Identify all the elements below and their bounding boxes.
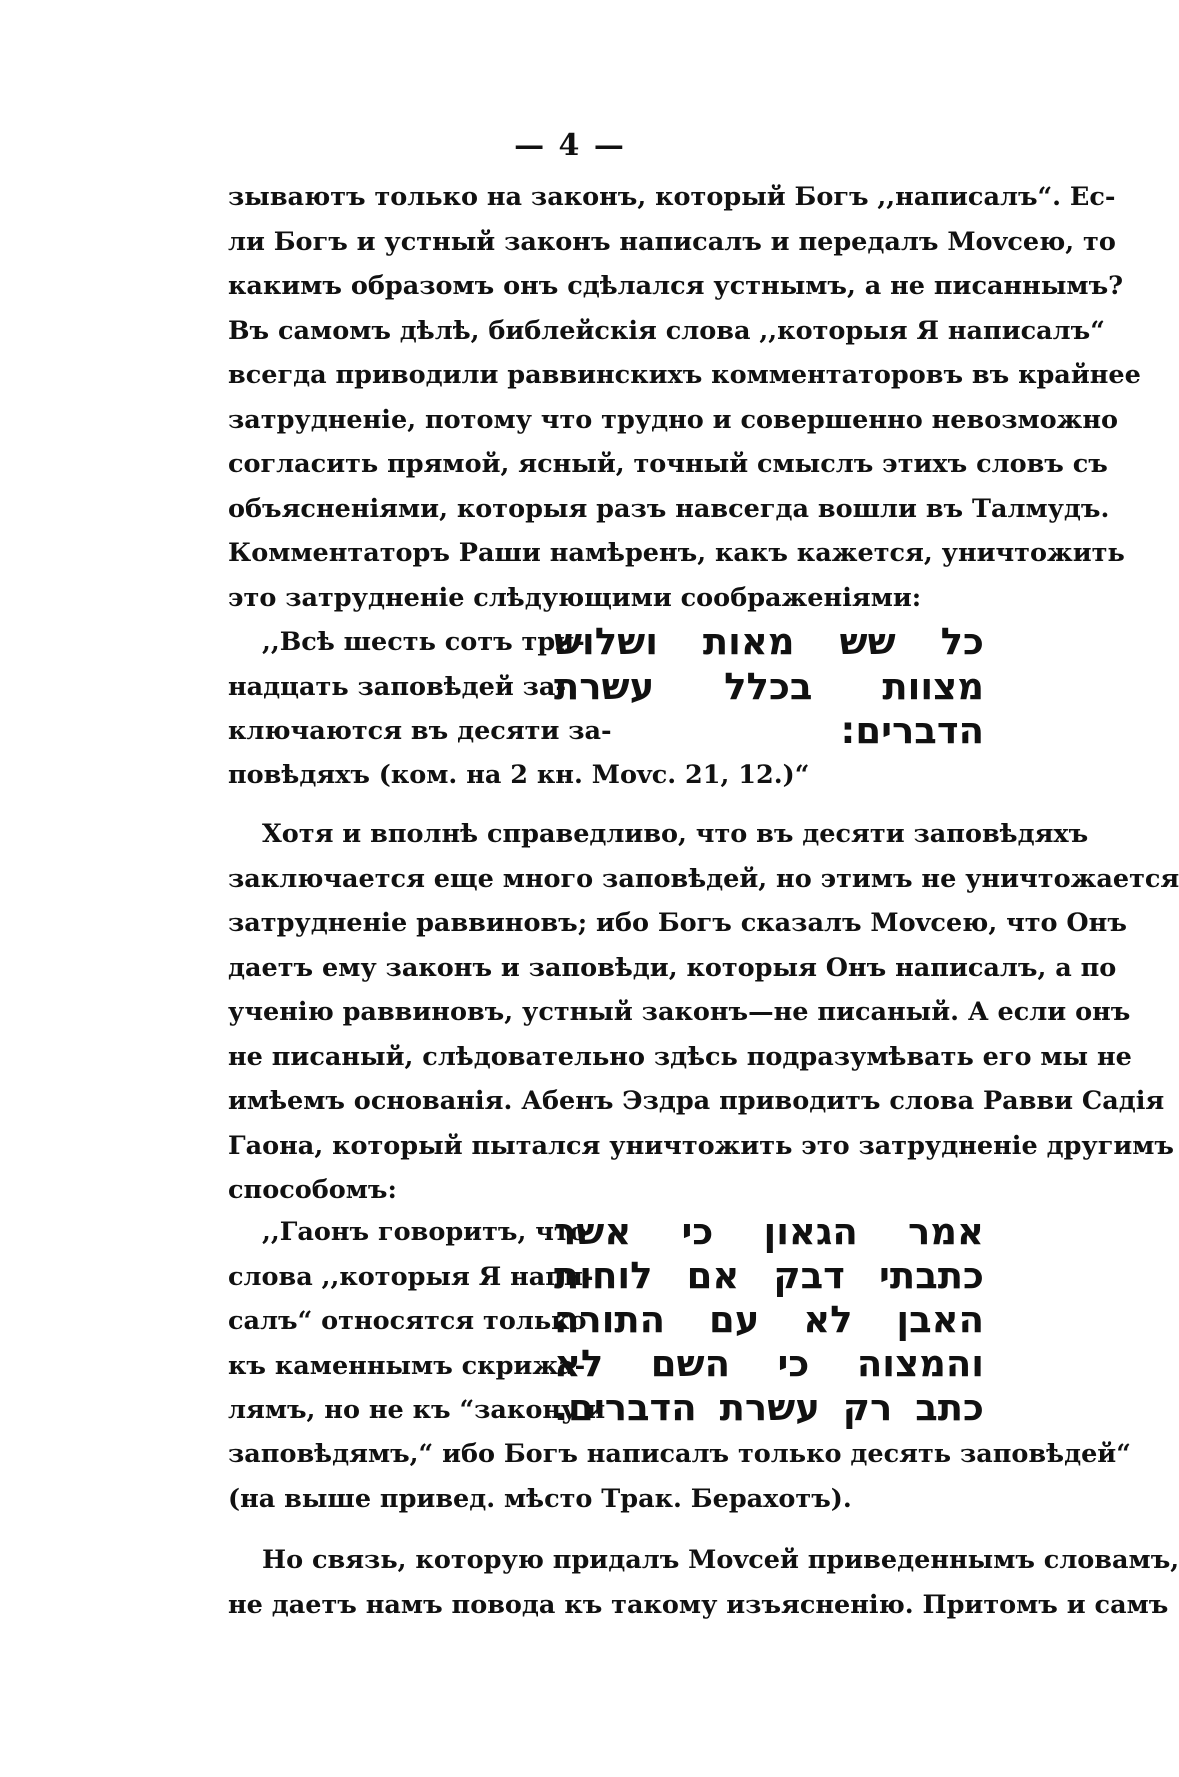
text-line: повѣдяхъ (ком. на 2 кн. Моvс. 21, 12.)“ xyxy=(228,760,810,790)
paragraph-1 xyxy=(228,175,1141,620)
text-line: ли Богъ и устный законъ написалъ и передалъ Моvсею, то xyxy=(228,226,1116,257)
paragraph-3 xyxy=(228,1538,1179,1627)
text-line: къ каменнымъ скрижа- xyxy=(228,1350,586,1381)
rashi-quote-hebrew xyxy=(554,620,984,754)
text-line: не писаный, слѣдовательно здѣсь подразумѣвать его мы не xyxy=(228,1041,1132,1072)
text-line: даетъ ему законъ и заповѣди, которыя Онъ написалъ, а по xyxy=(228,952,1117,983)
gaon-quote-hebrew xyxy=(554,1210,984,1430)
text-line: лямъ, но не къ “закону и xyxy=(228,1395,606,1425)
text-line: имѣемъ основанія. Абенъ Эздра приводитъ слова Равви Садія xyxy=(228,1086,1165,1116)
text-line: затрудненіе, потому что трудно и совершенно невозможно xyxy=(228,404,1119,435)
hebrew-line: האבן לא עם התורה xyxy=(554,1298,984,1341)
text-line: слова ,,которыя Я напи- xyxy=(228,1261,594,1292)
gaon-quote-closing xyxy=(228,1432,1131,1521)
paragraph-2 xyxy=(228,812,1179,1213)
hebrew-line: אמר הגאון כי אשר xyxy=(554,1210,984,1253)
rashi-quote-translation xyxy=(228,620,612,754)
text-line: объясненіями, которыя разъ навсегда вошли въ Талмудъ. xyxy=(228,493,1110,524)
text-line: заповѣдямъ,“ ибо Богъ написалъ только десять заповѣдей“ xyxy=(228,1439,1131,1469)
text-line: это затрудненіе слѣдующими соображеніями: xyxy=(228,582,922,613)
text-line: ,,Всѣ шесть сотъ три- xyxy=(262,627,585,657)
text-line: Въ самомъ дѣлѣ, библейскія слова ,,которыя Я написалъ“ xyxy=(228,315,1105,346)
hebrew-line: מצוות בכלל עשרת xyxy=(554,664,984,708)
text-line: заключается еще много заповѣдей, но этимъ не уничтожается xyxy=(228,863,1179,894)
hebrew-line: כתבתי דבק אם לוחות xyxy=(554,1254,984,1297)
text-line: Хотя и вполнѣ справедливо, что въ десяти заповѣдяхъ xyxy=(262,819,1089,849)
gaon-quote xyxy=(228,1210,984,1440)
text-line: ключаются въ десяти за- xyxy=(228,716,612,746)
text-line: Гаона, который пытался уничтожить это затрудненіе другимъ xyxy=(228,1130,1174,1161)
hebrew-line: הדברים: xyxy=(840,709,984,752)
text-line: (на выше привед. мѣсто Трак. Берахотъ). xyxy=(228,1483,852,1514)
hebrew-line: כתב רק עשרת הדברים. xyxy=(554,1386,984,1429)
text-line: Комментаторъ Раши намѣренъ, какъ кажется, уничтожить xyxy=(228,538,1125,568)
text-line: не даетъ намъ повода къ такому изъясненію. Притомъ и самъ xyxy=(228,1589,1169,1620)
hebrew-line: כל שש מאות ושלוש xyxy=(554,620,984,663)
text-line: способомъ: xyxy=(228,1175,397,1205)
text-line: какимъ образомъ онъ сдѣлался устнымъ, а не писаннымъ? xyxy=(228,271,1124,301)
text-line: надцать заповѣдей за- xyxy=(228,671,567,702)
hebrew-line: והמצוה כי השם לא xyxy=(554,1342,984,1385)
text-line: затрудненіе раввиновъ; ибо Богъ сказалъ Моvсею, что Онъ xyxy=(228,908,1127,938)
text-line: ,,Гаонъ говоритъ, что xyxy=(262,1217,587,1247)
text-line: Но связь, которую придалъ Моvсей приведеннымъ словамъ, xyxy=(262,1545,1179,1575)
text-line: ученію раввиновъ, устный законъ—не писаный. А если онъ xyxy=(228,997,1131,1027)
text-line: всегда приводили раввинскихъ комментаторовъ въ крайнее xyxy=(228,360,1141,390)
text-line: салъ“ относятся только xyxy=(228,1306,587,1336)
page-number: — 4 — xyxy=(514,128,626,163)
rashi-quote-closing xyxy=(228,753,984,798)
gaon-quote-translation xyxy=(228,1210,606,1433)
text-line: согласить прямой, ясный, точный смыслъ этихъ словъ съ xyxy=(228,449,1108,479)
text-line: зываютъ только на законъ, который Богъ ,,написалъ“. Ес- xyxy=(228,182,1116,212)
